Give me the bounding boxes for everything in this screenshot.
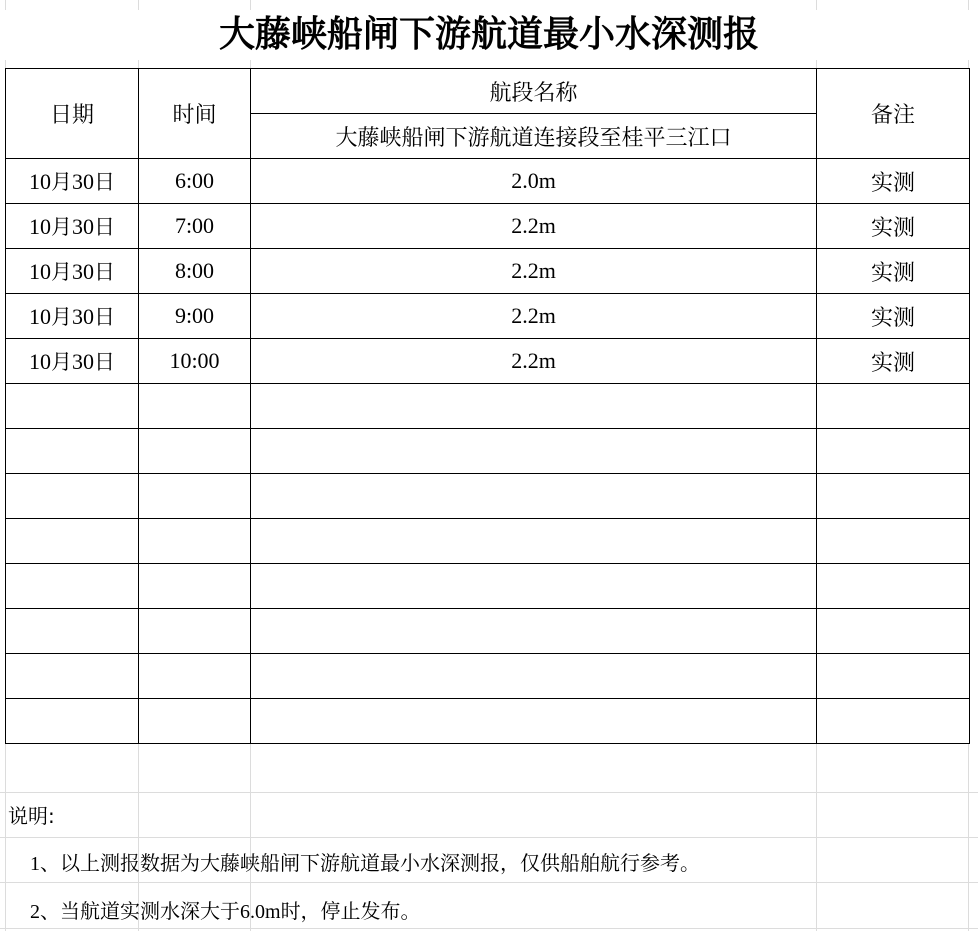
- note-item-2-number: 2: [30, 901, 40, 923]
- cell-remark: 实测: [817, 339, 970, 384]
- table-row: [6, 204, 970, 249]
- empty-cell: [251, 564, 817, 609]
- date-day-char: 日: [94, 350, 115, 374]
- date-day-number: 30: [72, 349, 94, 374]
- empty-cell: [139, 429, 251, 474]
- date-day-char: 日: [94, 170, 115, 194]
- empty-cell: [251, 609, 817, 654]
- note-item-2: [30, 895, 978, 924]
- notes-heading: 说明:: [8, 804, 55, 828]
- empty-cell: [251, 699, 817, 744]
- empty-cell: [6, 699, 139, 744]
- empty-cell: [817, 564, 970, 609]
- table-row-empty: [6, 429, 970, 474]
- date-day-number: 30: [72, 304, 94, 329]
- date-month-number: 10: [29, 349, 51, 374]
- date-month-char: 月: [51, 215, 72, 239]
- date-day-number: 30: [72, 259, 94, 284]
- table-row: [6, 294, 970, 339]
- empty-cell: [6, 474, 139, 519]
- empty-cell: [6, 564, 139, 609]
- table-row: [6, 249, 970, 294]
- date-day-char: 日: [94, 305, 115, 329]
- empty-cell: [6, 654, 139, 699]
- empty-cell: [251, 519, 817, 564]
- note-item-2-pre: 、当航道实测水深大于: [40, 899, 240, 923]
- date-month-char: 月: [51, 170, 72, 194]
- empty-cell: [139, 519, 251, 564]
- date-month-char: 月: [51, 350, 72, 374]
- date-month-number: 10: [29, 259, 51, 284]
- empty-cell: [251, 429, 817, 474]
- cell-time: 7:00: [139, 204, 251, 249]
- empty-cell: [139, 609, 251, 654]
- table-row-empty: [6, 564, 970, 609]
- date-day-char: 日: [94, 260, 115, 284]
- header-section: 大藤峡船闸下游航道连接段至桂平三江口: [251, 114, 817, 159]
- table-row-empty: [6, 474, 970, 519]
- cell-depth: 2.2m: [251, 294, 817, 339]
- cell-date: [6, 339, 139, 384]
- cell-time: 9:00: [139, 294, 251, 339]
- page-title: 大藤峡船闸下游航道最小水深测报: [0, 10, 978, 60]
- note-item-1: [30, 847, 978, 876]
- cell-date: [6, 159, 139, 204]
- cell-date: [6, 249, 139, 294]
- empty-cell: [251, 654, 817, 699]
- table-row-empty: [6, 609, 970, 654]
- date-month-number: 10: [29, 214, 51, 239]
- cell-depth: 2.2m: [251, 339, 817, 384]
- date-day-number: 30: [72, 214, 94, 239]
- table-row-empty: [6, 654, 970, 699]
- empty-cell: [251, 474, 817, 519]
- table-row-empty: [6, 519, 970, 564]
- cell-remark: 实测: [817, 159, 970, 204]
- empty-cell: [139, 474, 251, 519]
- note-item-2-post: 时，停止发布。: [280, 899, 421, 923]
- empty-cell: [251, 384, 817, 429]
- empty-cell: [817, 474, 970, 519]
- date-month-char: 月: [51, 305, 72, 329]
- cell-remark: 实测: [817, 204, 970, 249]
- date-day-char: 日: [94, 215, 115, 239]
- cell-date: [6, 204, 139, 249]
- header-time: 时间: [139, 69, 251, 159]
- table-row-empty: [6, 384, 970, 429]
- cell-time: 6:00: [139, 159, 251, 204]
- cell-remark: 实测: [817, 294, 970, 339]
- empty-cell: [6, 429, 139, 474]
- cell-depth: 2.2m: [251, 249, 817, 294]
- empty-cell: [6, 384, 139, 429]
- note-item-2-value: 6.0m: [240, 901, 281, 923]
- empty-cell: [817, 429, 970, 474]
- header-section-group: 航段名称: [251, 69, 817, 114]
- depth-report-table: [5, 68, 970, 744]
- empty-cell: [139, 654, 251, 699]
- table-row-empty: [6, 699, 970, 744]
- empty-cell: [817, 519, 970, 564]
- header-remark: 备注: [817, 69, 970, 159]
- cell-time: 10:00: [139, 339, 251, 384]
- cell-time: 8:00: [139, 249, 251, 294]
- table-row: [6, 159, 970, 204]
- empty-cell: [139, 564, 251, 609]
- empty-cell: [6, 609, 139, 654]
- empty-cell: [139, 699, 251, 744]
- empty-cell: [817, 384, 970, 429]
- date-day-number: 30: [72, 169, 94, 194]
- date-month-char: 月: [51, 260, 72, 284]
- empty-cell: [817, 609, 970, 654]
- empty-cell: [139, 384, 251, 429]
- cell-date: [6, 294, 139, 339]
- cell-depth: 2.2m: [251, 204, 817, 249]
- cell-remark: 实测: [817, 249, 970, 294]
- table-row: [6, 339, 970, 384]
- empty-cell: [817, 699, 970, 744]
- note-item-1-number: 1: [30, 853, 40, 875]
- empty-cell: [817, 654, 970, 699]
- date-month-number: 10: [29, 304, 51, 329]
- note-item-1-text: 、以上测报数据为大藤峡船闸下游航道最小水深测报，仅供船舶航行参考。: [40, 851, 700, 875]
- empty-cell: [6, 519, 139, 564]
- header-date: 日期: [6, 69, 139, 159]
- date-month-number: 10: [29, 169, 51, 194]
- cell-depth: 2.0m: [251, 159, 817, 204]
